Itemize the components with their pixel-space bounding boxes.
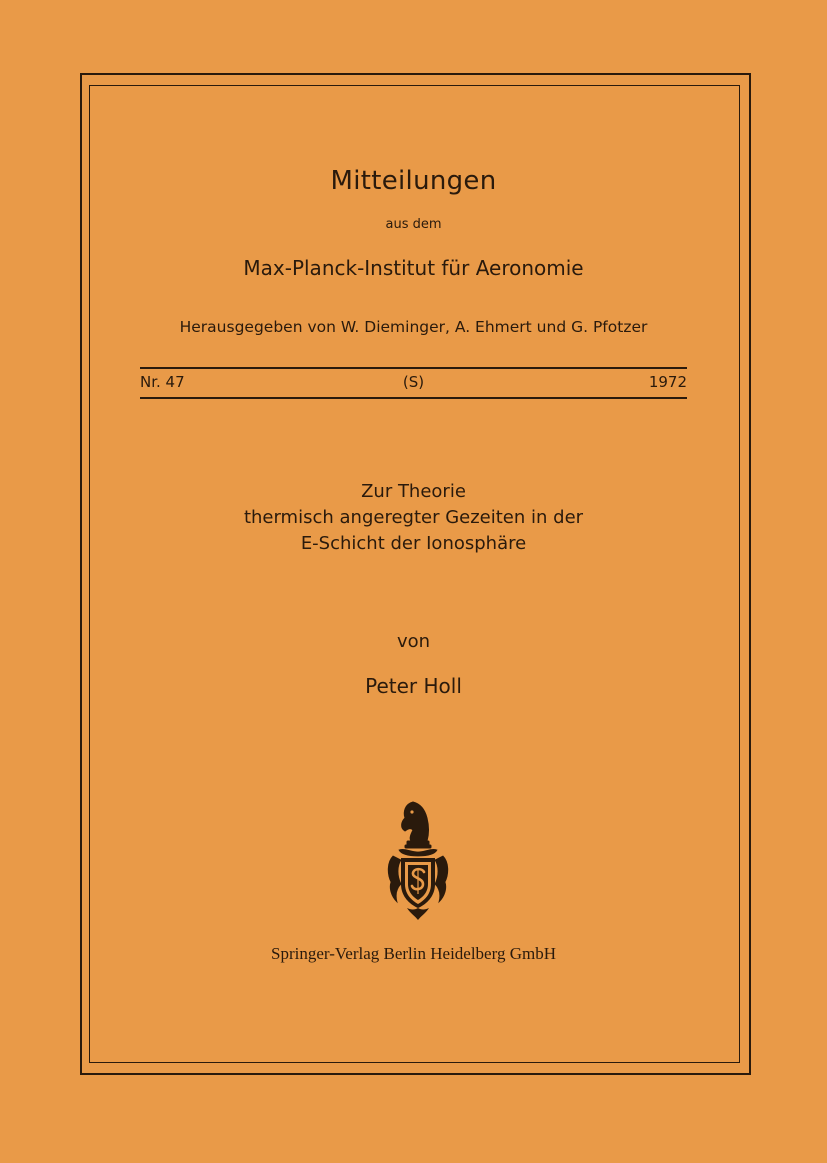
institute-name: Max-Planck-Institut für Aeronomie <box>243 256 584 280</box>
series-subtitle: aus dem <box>385 217 442 232</box>
author-name: Peter Holl <box>365 674 462 698</box>
rule-bottom <box>140 397 687 399</box>
paper-title-line-3: E-Schicht der Ionosphäre <box>300 533 527 554</box>
paper-title <box>0 479 827 557</box>
editors-line: Herausgegeben von W. Dieminger, A. Ehmert und G. Pfotzer <box>179 318 648 336</box>
rule-top <box>140 367 687 369</box>
series-title: Mitteilungen <box>330 166 497 196</box>
paper-title-line-2: thermisch angeregter Gezeiten in der <box>243 507 584 528</box>
issue-series-code: (S) <box>402 373 425 391</box>
issue-number: Nr. 47 <box>140 373 185 391</box>
publisher-name: Springer-Verlag Berlin Heidelberg GmbH <box>271 944 556 963</box>
paper-title-line-1: Zur Theorie <box>361 481 466 502</box>
issue-year: 1972 <box>648 373 687 391</box>
springer-chess-knight-emblem-icon <box>383 798 453 922</box>
by-label: von <box>396 631 431 652</box>
